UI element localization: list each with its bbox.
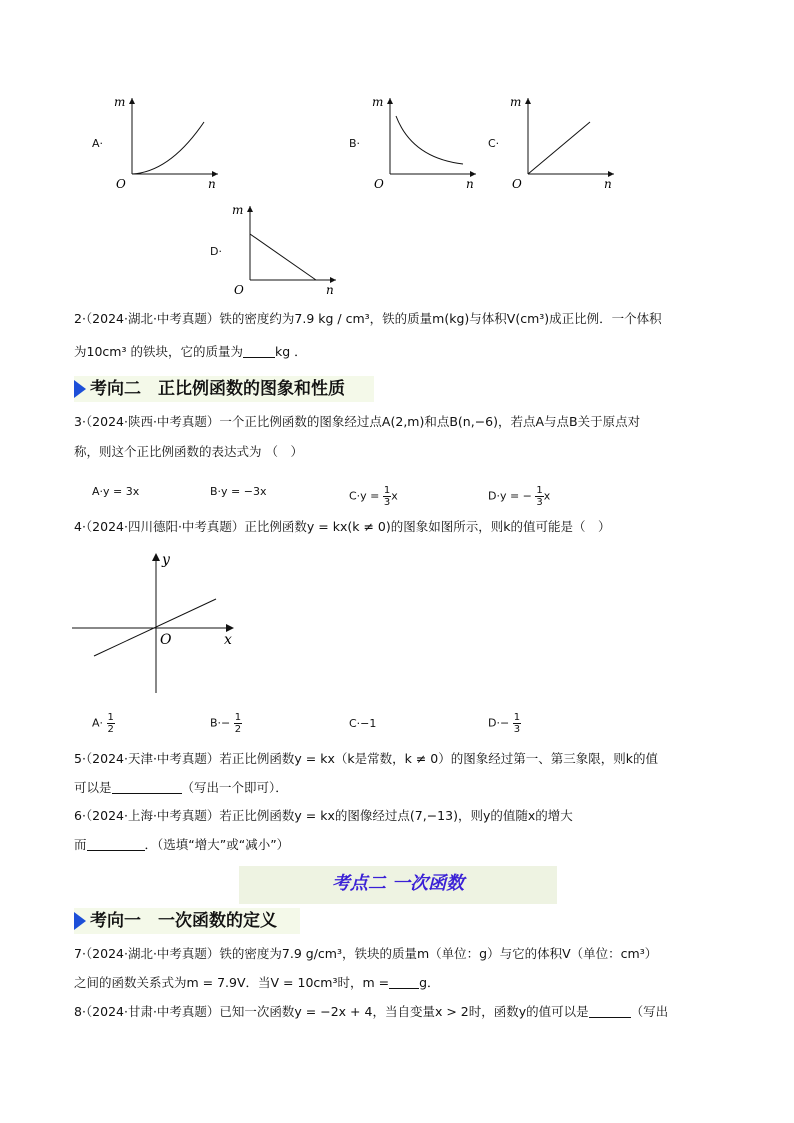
q3-option-c: C·y = $\frac{1}{3}$ x [349,485,398,508]
option-c-label: C· [488,137,500,150]
graph-c [506,92,621,192]
q7-line2: 之间的函数关系式为m = 7.9V．当V = 10cm³时，m = g． [74,975,440,990]
axis-y-label: y [162,552,170,568]
q6-line1: 6·（2024·上海·中考真题）若正比例函数y = kx的图像经过点(7,−13)，则y的值随x的增大 [74,808,573,823]
q8-line1: 8·（2024·甘肃·中考真题）已知一次函数y = −2x + 4，当自变量x > 2时，函数y的值可以是 （写出 [74,1004,669,1019]
svg-text:O: O [512,177,522,191]
q3-line1: 3·（2024·陕西·中考真题）一个正比例函数的图象经过点A(2,m)和点B(n,−6)，若点A与点B关于原点对 [74,414,641,429]
q3-option-b: B·y = −3x [210,485,267,498]
q5-line1: 5·（2024·天津·中考真题）若正比例函数y = kx（k是常数，k ≠ 0）的图象经过第一、第三象限，则k的值 [74,751,658,766]
axis-x-label: x [224,632,232,648]
option-a-label: A· [92,137,104,150]
graph-b [368,92,483,192]
triangle-icon [74,380,86,398]
svg-text:O: O [234,283,244,297]
option-b-label: B· [349,137,361,150]
q4-graph [68,548,248,698]
svg-text:n: n [604,177,612,191]
q4-line1: 4·（2024·四川德阳·中考真题）正比例函数y = kx(k ≠ 0)的图象如图所示，则k的值可能是（ ） [74,519,611,534]
q3-option-d: D·y = − $\frac{1}{3}$ x [488,485,551,508]
q4-option-b: B·− $\frac{1}{2}$ [210,712,242,735]
svg-text:n: n [466,177,474,191]
q5-line2: 可以是 （写出一个即可）． [74,780,288,795]
svg-text:m: m [232,203,244,217]
q3-option-a: A·y = 3x [92,485,140,498]
axis-n-label: n [208,177,216,191]
origin-label: O [160,632,172,648]
q6-line2: 而 ．（选填“增大”或“减小”） [74,837,290,852]
graph-d [228,200,343,300]
q3-line2: 称，则这个正比例函数的表达式为 （ ） [74,444,303,459]
svg-text:O: O [374,177,384,191]
triangle-icon [74,912,86,930]
svg-text:m: m [510,95,522,109]
section-heading-1: 考向二 正比例函数的图象和性质 [74,376,374,402]
option-d-label: D· [210,245,222,258]
svg-text:n: n [326,283,334,297]
svg-text:m: m [372,95,384,109]
q4-option-a: A· $\frac{1}{2}$ [92,712,114,735]
section-heading-2: 考向一 一次函数的定义 [74,908,300,934]
q4-option-c: C·−1 [349,717,377,730]
graph-a [110,92,225,192]
kaodian-banner: 考点二 一次函数 [239,866,557,904]
q2-line1: 2·（2024·湖北·中考真题）铁的密度约为7.9 kg / cm³，铁的质量m(kg)与体积V(cm³)成正比例．一个体积 [74,311,662,326]
axis-m-label: m [114,95,126,109]
q4-option-d: D·− $\frac{1}{3}$ [488,712,521,735]
q7-line1: 7·（2024·湖北·中考真题）铁的密度为7.9 g/cm³，铁块的质量m（单位：g）与它的体积V（单位：cm³） [74,946,658,961]
q2-line2: 为10cm³ 的铁块，它的质量为 kg ． [74,344,307,359]
origin-label: O [116,177,126,191]
